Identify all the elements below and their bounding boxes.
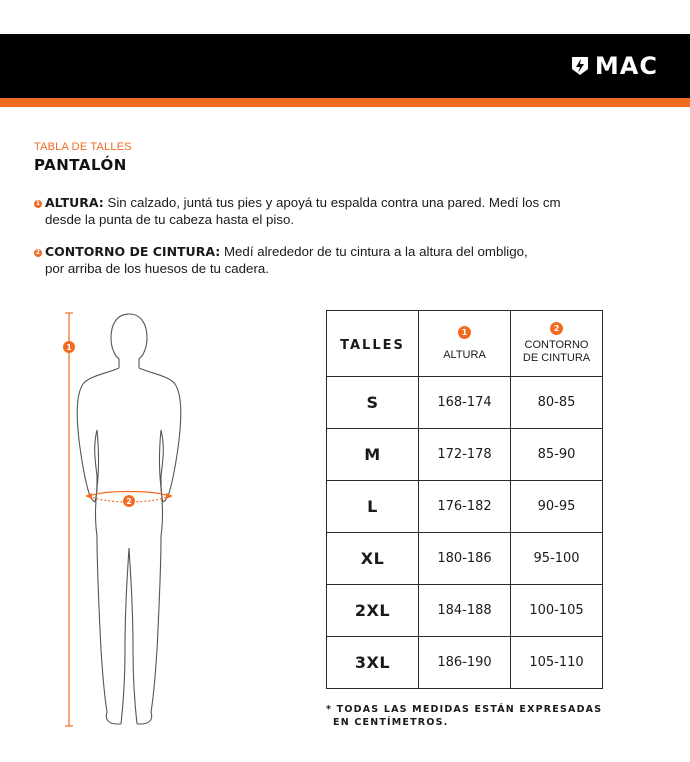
bolt-shield-icon bbox=[569, 55, 591, 77]
height-badge: 1 bbox=[458, 326, 471, 339]
size-cell: 2XL bbox=[327, 585, 419, 637]
instruction-text: Medí alrededor de tu cintura a la altura del ombligo, bbox=[223, 244, 528, 259]
height-cell: 184-188 bbox=[419, 585, 511, 637]
height-cell: 168-174 bbox=[419, 377, 511, 429]
instruction-text-cont: por arriba de los huesos de tu cadera. bbox=[45, 261, 269, 276]
height-cell: 186-190 bbox=[419, 637, 511, 689]
waist-badge: 2 bbox=[550, 322, 563, 335]
header-size: TALLES bbox=[327, 311, 419, 377]
body-silhouette bbox=[77, 314, 181, 724]
instruction-label: ALTURA: bbox=[45, 195, 104, 210]
height-cell: 176-182 bbox=[419, 481, 511, 533]
table-header-row bbox=[327, 311, 603, 377]
table-row bbox=[327, 377, 603, 429]
step-badge: 1 bbox=[35, 200, 41, 207]
size-cell: XL bbox=[327, 533, 419, 585]
waist-cell: 80-85 bbox=[511, 377, 603, 429]
page-title: PANTALÓN bbox=[34, 156, 127, 174]
header-height bbox=[419, 311, 511, 377]
instruction-height bbox=[34, 194, 634, 228]
table-row bbox=[327, 533, 603, 585]
size-table bbox=[326, 310, 603, 689]
header-accent-stripe bbox=[0, 98, 690, 107]
header-waist-label-1: CONTORNO bbox=[524, 339, 589, 351]
height-cell: 172-178 bbox=[419, 429, 511, 481]
size-cell: L bbox=[327, 481, 419, 533]
waist-marker: 2 bbox=[126, 497, 132, 506]
table-row bbox=[327, 585, 603, 637]
waist-cell: 90-95 bbox=[511, 481, 603, 533]
table-row bbox=[327, 429, 603, 481]
step-badge: 2 bbox=[35, 249, 41, 256]
height-marker: 1 bbox=[66, 343, 72, 352]
header-waist bbox=[511, 311, 603, 377]
header-height-label: ALTURA bbox=[443, 348, 486, 361]
body-measurement-figure bbox=[55, 310, 205, 730]
brand-logo bbox=[569, 51, 658, 81]
size-cell: M bbox=[327, 429, 419, 481]
height-measure-line bbox=[63, 313, 75, 726]
footnote-line-2: EN CENTÍMETROS. bbox=[333, 717, 449, 728]
instruction-text-cont: desde la punta de tu cabeza hasta el piso. bbox=[45, 212, 295, 227]
instruction-text: Sin calzado, juntá tus pies y apoyá tu espalda contra una pared. Medí los cm bbox=[107, 195, 561, 210]
size-cell: S bbox=[327, 377, 419, 429]
waist-cell: 100-105 bbox=[511, 585, 603, 637]
height-cell: 180-186 bbox=[419, 533, 511, 585]
header-waist-label-2: DE CINTURA bbox=[522, 352, 591, 364]
waist-measure-line bbox=[85, 492, 173, 508]
page-subtitle: TABLA DE TALLES bbox=[34, 141, 132, 153]
size-cell: 3XL bbox=[327, 637, 419, 689]
waist-cell: 95-100 bbox=[511, 533, 603, 585]
instruction-waist bbox=[34, 243, 634, 277]
table-row bbox=[327, 481, 603, 533]
brand-name: MAC bbox=[594, 52, 658, 80]
waist-cell: 85-90 bbox=[511, 429, 603, 481]
waist-cell: 105-110 bbox=[511, 637, 603, 689]
footnote bbox=[326, 703, 626, 729]
footnote-line-1: * TODAS LAS MEDIDAS ESTÁN EXPRESADAS bbox=[326, 704, 603, 715]
table-row bbox=[327, 637, 603, 689]
instruction-label: CONTORNO DE CINTURA: bbox=[45, 244, 221, 259]
